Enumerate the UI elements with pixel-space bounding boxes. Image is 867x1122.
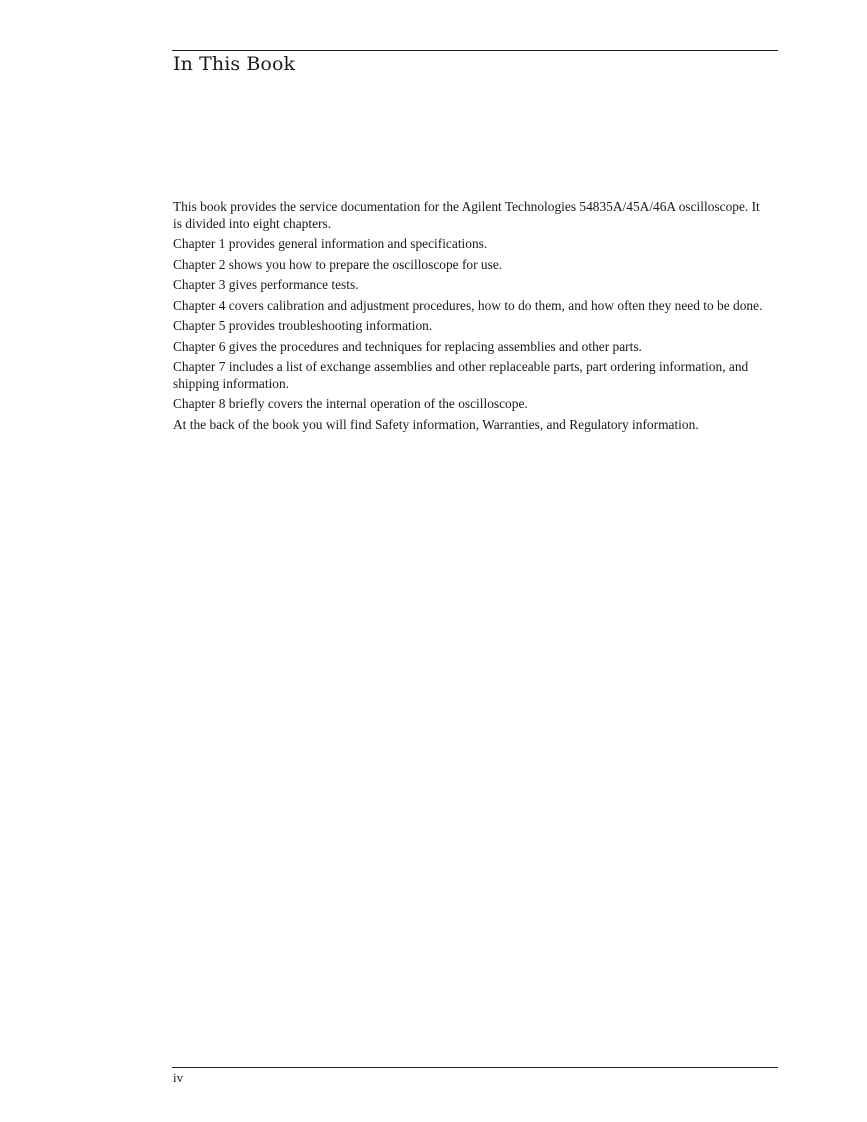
back-matter-paragraph: At the back of the book you will find Safety information, Warranties, and Regulatory information. [173, 416, 699, 432]
chapter-3-paragraph: Chapter 3 gives performance tests. [173, 277, 359, 292]
chapter-2-paragraph: Chapter 2 shows you how to prepare the oscilloscope for use. [173, 256, 503, 272]
page-number: iv [173, 1070, 184, 1085]
footer-rule [172, 1067, 778, 1068]
chapter-5-paragraph: Chapter 5 provides troubleshooting information. [173, 318, 433, 333]
chapter-6-paragraph: Chapter 6 gives the procedures and techniques for replacing assemblies and other parts. [173, 338, 642, 354]
chapter-7-paragraph: Chapter 7 includes a list of exchange assemblies and other replaceable parts, part ordering information, and shipping information. [173, 359, 749, 391]
body-text [173, 199, 763, 437]
intro-paragraph: This book provides the service documentation for the Agilent Technologies 54835A/45A/46A oscilloscope. It is divided into eight chapters. [173, 199, 760, 231]
chapter-8-paragraph: Chapter 8 briefly covers the internal operation of the oscilloscope. [173, 396, 528, 411]
chapter-4-paragraph: Chapter 4 covers calibration and adjustment procedures, how to do them, and how often they need to be done. [173, 297, 763, 313]
section-heading: In This Book [173, 53, 296, 75]
chapter-1-paragraph: Chapter 1 provides general information and specifications. [173, 236, 488, 251]
header-rule [172, 50, 778, 51]
